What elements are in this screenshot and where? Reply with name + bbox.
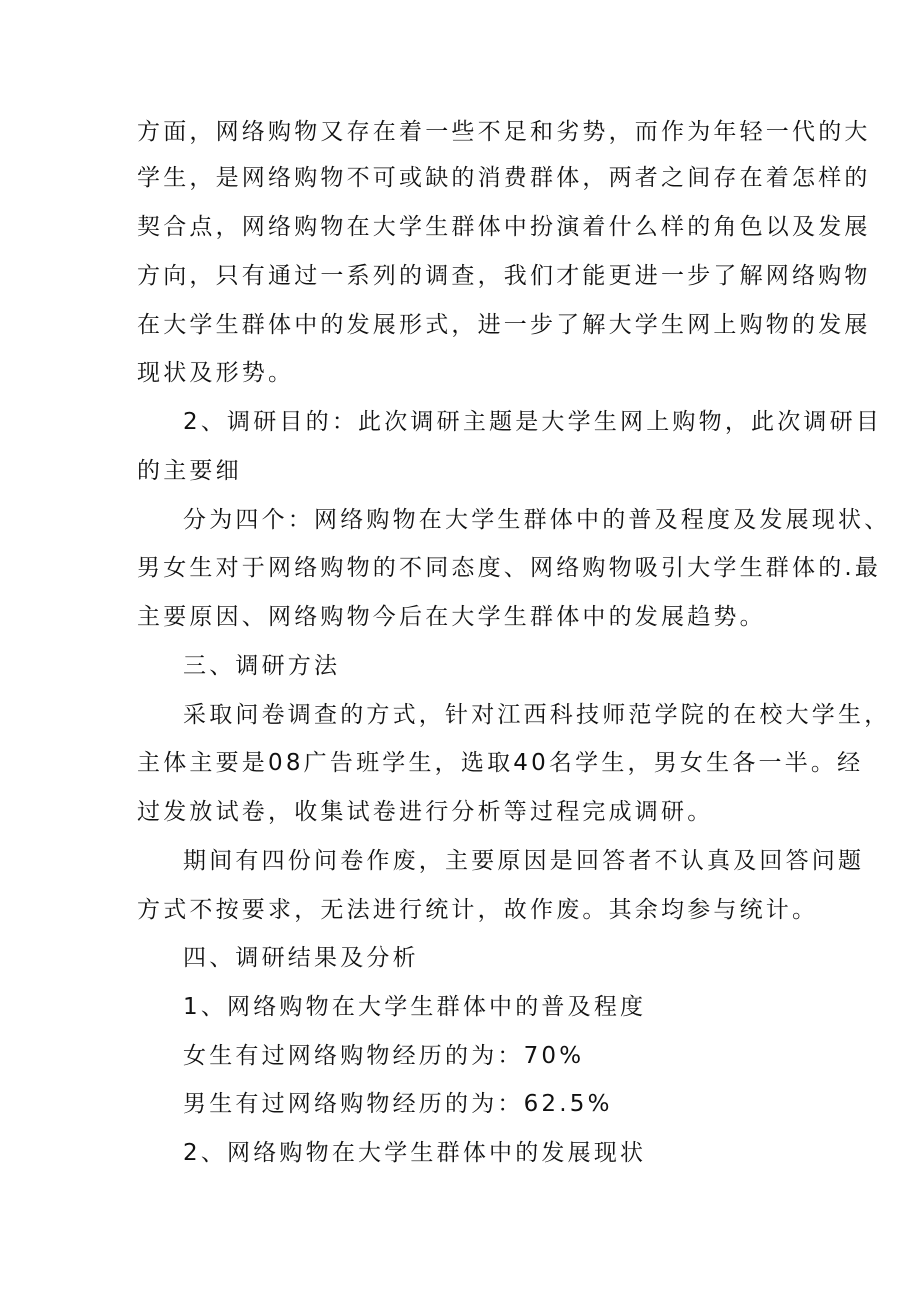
paragraph-line: 主体主要是08广告班学生，选取40名学生，男女生各一半。经 — [137, 750, 864, 776]
paragraph-line: 采取问卷调查的方式，针对江西科技师范学院的在校大学生， — [183, 702, 891, 728]
paragraph-line: 2、调研目的：此次调研主题是大学生网上购物，此次调研目 — [183, 409, 883, 435]
paragraph-line: 女生有过网络购物经历的为：70% — [183, 1043, 585, 1069]
paragraph-line: 过发放试卷，收集试卷进行分析等过程完成调研。 — [137, 799, 714, 825]
paragraph-line: 方向，只有通过一系列的调查，我们才能更进一步了解网络购物 — [137, 263, 871, 289]
paragraph-line: 在大学生群体中的发展形式，进一步了解大学生网上购物的发展 — [137, 312, 871, 338]
paragraph-line: 方面，网络购物又存在着一些不足和劣势，而作为年轻一代的大 — [137, 119, 871, 145]
section-heading: 四、调研结果及分析 — [183, 945, 419, 971]
paragraph-line: 男女生对于网络购物的不同态度、网络购物吸引大学生群体的.最 — [137, 555, 882, 581]
paragraph-line: 主要原因、网络购物今后在大学生群体中的发展趋势。 — [137, 604, 766, 630]
paragraph-line: 契合点，网络购物在大学生群体中扮演着什么样的角色以及发展 — [137, 214, 871, 240]
paragraph-line: 分为四个：网络购物在大学生群体中的普及程度及发展现状、 — [183, 507, 891, 533]
paragraph-line: 学生，是网络购物不可或缺的消费群体，两者之间存在着怎样的 — [137, 165, 871, 191]
paragraph-line: 的主要细 — [137, 458, 242, 484]
paragraph-line: 方式不按要求，无法进行统计，故作废。其余均参与统计。 — [137, 897, 819, 923]
paragraph-line: 现状及形势。 — [137, 360, 295, 386]
subsection-heading: 1、网络购物在大学生群体中的普及程度 — [183, 994, 647, 1020]
paragraph-line: 期间有四份问卷作废，主要原因是回答者不认真及回答问题 — [183, 848, 865, 874]
paragraph-line: 男生有过网络购物经历的为：62.5% — [183, 1091, 613, 1117]
section-heading: 三、调研方法 — [183, 653, 341, 679]
subsection-heading: 2、网络购物在大学生群体中的发展现状 — [183, 1140, 647, 1166]
